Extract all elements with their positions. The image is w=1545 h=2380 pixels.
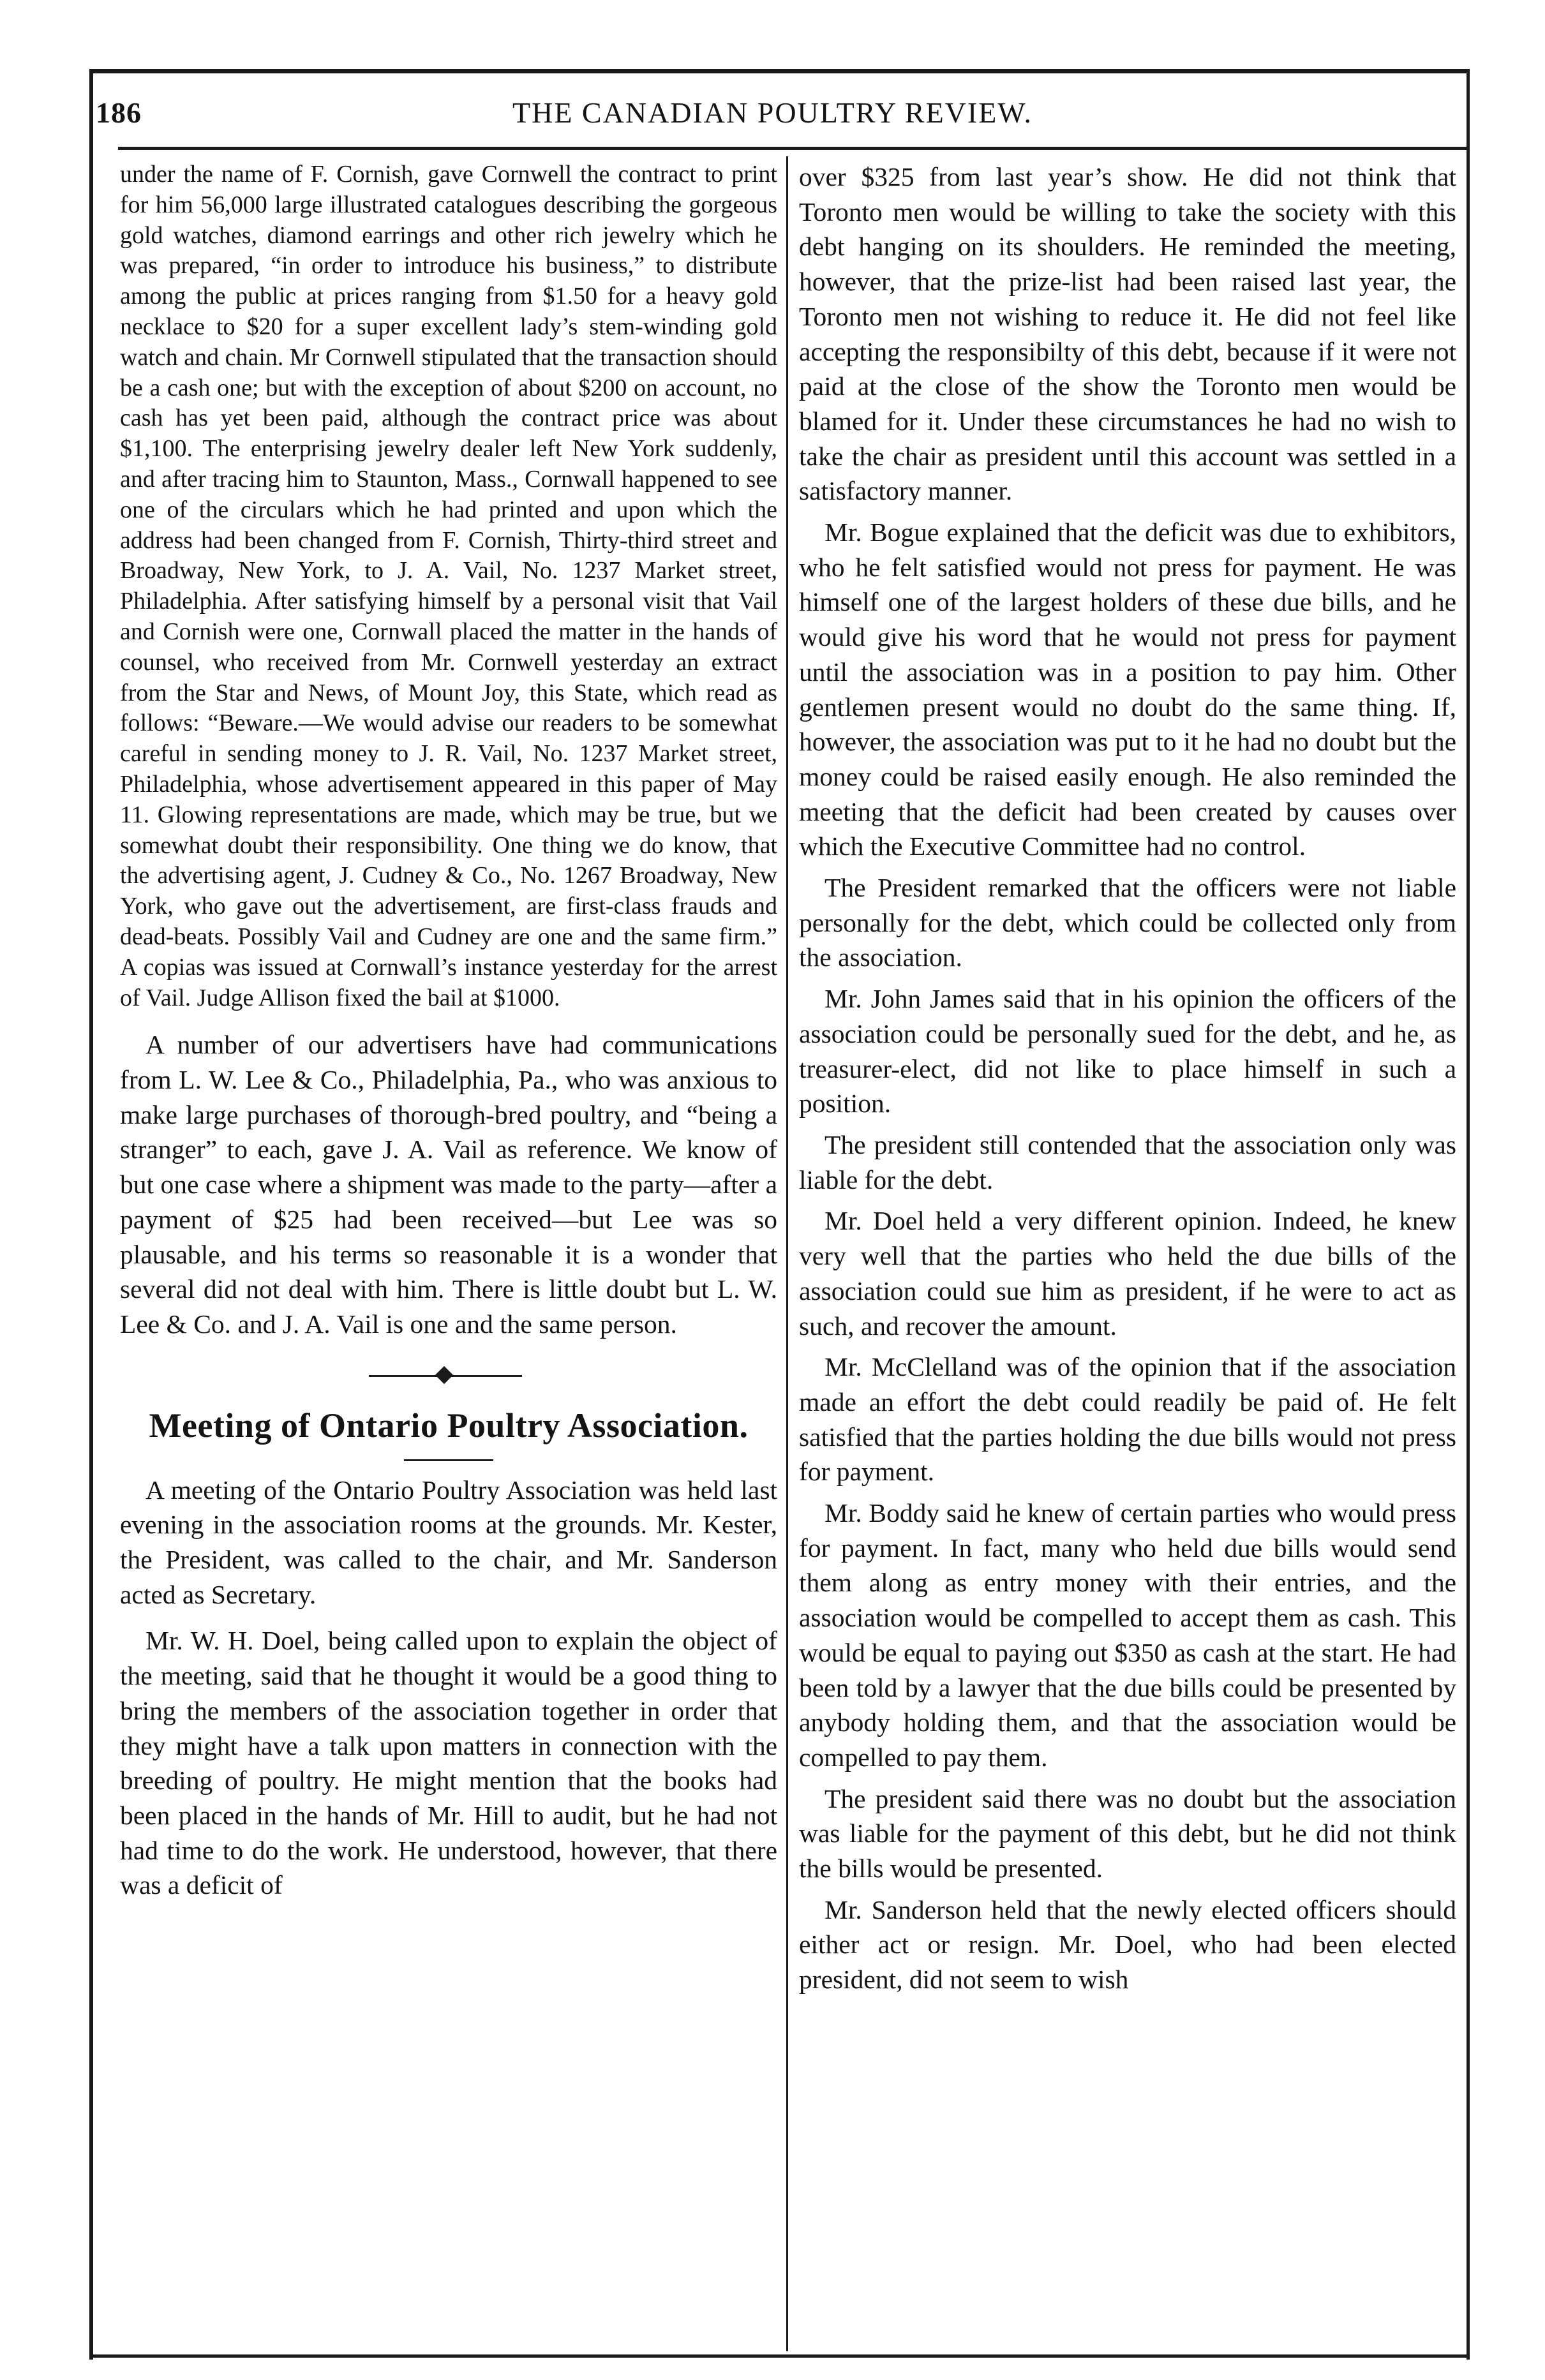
left-column: [120, 160, 777, 2332]
article-paragraph: Mr. Doel held a very different opinion. Indeed, he knew very well that the parties who held the due bills of the association could sue him as president, if he were to act as such, and recover the amount.: [799, 1206, 1456, 1341]
frame-bottom-rule: [89, 2354, 1470, 2358]
article-paragraph: Mr. Boddy said he knew of certain parties who would press for payment. In fact, many who held due bills would send them along as entry money with their entries, and the association would be compelled to accept them as cash. This would be equal to paying out $350 as cash at the start. He had been told by a lawyer that the due bills could be presented by anybody holding them, and that the association would be compelled to pay them.: [799, 1498, 1456, 1772]
article-paragraph: The president said there was no doubt but the association was liable for the payment of this debt, but he did not think the bills would be presented.: [799, 1783, 1456, 1884]
divider-ornament: [435, 1365, 453, 1383]
article-paragraph: Mr. Sanderson held that the newly elected officers should either act or resign. Mr. Doel, who had been elected president, did not seem to wish: [799, 1894, 1456, 1995]
article-paragraph: The president still contended that the association only was liable for the debt.: [799, 1129, 1456, 1194]
article-paragraph: Mr. McClelland was of the opinion that if the association made an effort the debt could readily be paid of. He felt satisfied that the parties holding the due bills would not press for payment.: [799, 1352, 1456, 1487]
running-title: THE CANADIAN POULTRY REVIEW.: [512, 96, 1033, 129]
article-paragraph: A meeting of the Ontario Poultry Association was held last evening in the association rooms at the grounds. Mr. Kester, the President, was called to the chair, and Mr. Sanderson acted as Secretary.: [120, 1475, 777, 1609]
article-paragraph: Mr. Bogue explained that the deficit was due to exhibitors, who he felt satisfied would not press for payment. He was himself one of the largest holders of these due bills, and he would give his word that he would not press for payment until the association was in a position to pay him. Other gentlemen present would no doubt do the same thing. If, however, the association was put to it he had no doubt but the money could be raised easily enough. He also reminded the meeting that the deficit had been created by causes over which the Executive Committee had no control.: [799, 517, 1456, 861]
article-paragraph: The President remarked that the officers were not liable personally for the debt, which could be collected only from the association.: [799, 873, 1456, 972]
article-paragraph: over $325 from last year’s show. He did not think that Toronto men would be willing to take the society with this debt hanging on its shoulders. He reminded the meeting, however, that the prize-list had been raised last year, the Toronto men not wishing to reduce it. He did not feel like accepting the responsibilty of this debt, because if it were not paid at the close of the show the Toronto men would be blamed for it. Under these circumstances he had no wish to take the chair as president until this account was settled in a satisfactory manner.: [799, 162, 1456, 506]
page-number: 186: [96, 96, 142, 129]
frame-left-rule: [89, 69, 93, 2360]
column-divider: [786, 156, 788, 2351]
frame-right-rule: [1467, 69, 1470, 2360]
section-divider: [120, 1342, 777, 1399]
heading-rule: [404, 1459, 493, 1461]
frame-top-rule: [89, 69, 1470, 73]
article-paragraph: under the name of F. Cornish, gave Cornwell the contract to print for him 56,000 large illustrated catalogues describing the gorgeous gold watches, diamond earrings and other rich jewelry which he was prepared, “in order to introduce his business,” to distribute among the public at prices ranging from $1.50 for a heavy gold necklace to $20 for a super excellent lady’s stem-winding gold watch and chain. Mr Cornwell stipulated that the transaction should be a cash one; but with the exception of about $200 on account, no cash has yet been paid, although the contract price was about $1,100. The enterprising jewelry dealer left New York suddenly, and after tracing him to Staunton, Mass., Cornwall happened to see one of the circulars which he had printed and upon which the address had been changed from F. Cornish, Thirty-third street and Broadway, New York, to J. A. Vail, No. 1237 Market street, Philadelphia. After satisfying himself by a personal visit that Vail and Cornish were one, Cornwall placed the matter in the hands of counsel, who received from Mr. Cornwell yesterday an extract from the Star and News, of Mount Joy, this State, which read as follows: “Beware.—We would advise our readers to be somewhat careful in sending money to J. R. Vail, No. 1237 Market street, Philadelphia, whose advertisement appeared in this paper of May 11. Glowing representations are made, which may be true, but we somewhat doubt their responsibility. One thing we do know, that the advertising agent, J. Cudney & Co., No. 1267 Broadway, New York, who gave out the advertisement, are first-class frauds and dead-beats. Possibly Vail and Cudney are one and the same firm.” A copias was issued at Cornwall’s instance yesterday for the arrest of Vail. Judge Allison fixed the bail at $1000.: [120, 161, 777, 1011]
header-rule: [118, 147, 1468, 150]
article-paragraph: A number of our advertisers have had communications from L. W. Lee & Co., Philadelphia, Pa., who was anxious to make large purchases of thorough-bred poultry, and “being a stranger” to each, gave J. A. Vail as reference. We know of but one case where a shipment was made to the party—after a payment of $25 had been received—but Lee was so plausable, and his terms so reasonable it is a wonder that several did not deal with him. There is little doubt but L. W. Lee & Co. and J. A. Vail is one and the same person.: [120, 1030, 777, 1339]
page-header: [89, 96, 1456, 134]
right-column: [799, 160, 1456, 2332]
section-heading: Meeting of Ontario Poultry Association.: [149, 1406, 749, 1445]
article-paragraph: Mr. John James said that in his opinion the officers of the association could be personally sued for the debt, and he, as treasurer-elect, did not like to place himself in such a position.: [799, 984, 1456, 1119]
article-paragraph: Mr. W. H. Doel, being called upon to explain the object of the meeting, said that he thought it would be a good thing to bring the members of the association together in order that they might have a talk upon matters in connection with the breeding of poultry. He might mention that the books had been placed in the hands of Mr. Hill to audit, but he had not had time to do the work. He understood, however, that there was a deficit of: [120, 1626, 777, 1900]
